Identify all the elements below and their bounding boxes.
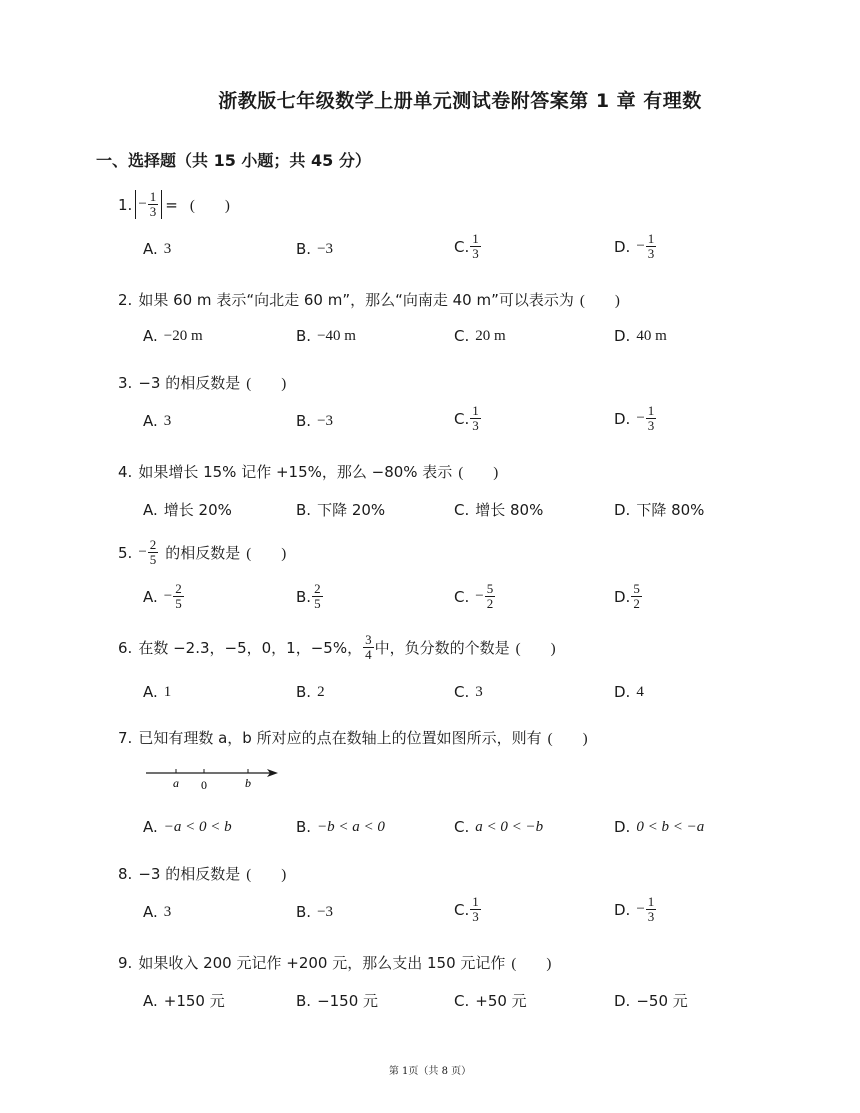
option-a[interactable]: A. − $\frac{2}{5}$	[143, 581, 182, 611]
option-d[interactable]: D. − $\frac{1}{3}$	[614, 403, 655, 433]
option-d[interactable]: D. −50 元	[614, 991, 688, 1010]
page-title: 浙教版七年级数学上册单元测试卷附答案第 1 章 有理数	[218, 90, 702, 112]
option-d[interactable]: D. − $\frac{1}{3}$	[614, 231, 655, 261]
page-footer: 第 1页（共 8 页）	[388, 1066, 472, 1077]
option-d[interactable]: D. 0 < b < −a	[614, 818, 705, 836]
question-5: 5. − $\frac{2}{5}$ 的相反数是 ( )	[118, 537, 287, 567]
option-b[interactable]: B. −3	[296, 412, 334, 430]
label-a: a	[173, 776, 179, 790]
question-9: 9. 如果收入 200 元记作 +200 元，那么支出 150 元记作 ( )	[118, 953, 552, 972]
option-c[interactable]: C. 增长 80%	[454, 500, 544, 519]
option-c[interactable]: C. − $\frac{5}{2}$	[454, 581, 494, 611]
question-3: 3. −3 的相反数是 ( )	[118, 373, 287, 392]
option-a[interactable]: A. 3	[143, 412, 172, 430]
option-b[interactable]: B. −3	[296, 240, 334, 258]
option-c[interactable]: C. +50 元	[454, 991, 527, 1010]
option-d[interactable]: D. 下降 80%	[614, 500, 705, 519]
question-8: 8. −3 的相反数是 ( )	[118, 864, 287, 883]
question-1: 1. − $\frac{1}{3}$ = ( )	[118, 189, 230, 219]
question-7: 7. 已知有理数 a，b 所对应的点在数轴上的位置如图所示，则有 ( )	[118, 728, 588, 747]
label-b: b	[245, 776, 251, 790]
option-a[interactable]: A. 3	[143, 240, 172, 258]
option-b[interactable]: B. 下降 20%	[296, 500, 386, 519]
option-d[interactable]: D. − $\frac{1}{3}$	[614, 894, 655, 924]
option-a[interactable]: A. −a < 0 < b	[143, 818, 232, 836]
option-b[interactable]: B. −40 m	[296, 327, 356, 345]
option-d[interactable]: D. 4	[614, 683, 644, 701]
option-d[interactable]: D. $\frac{5}{2}$	[614, 581, 640, 611]
option-c[interactable]: C. $\frac{1}{3}$	[454, 403, 479, 433]
option-b[interactable]: B. $\frac{2}{5}$	[296, 581, 321, 611]
number-line-figure	[140, 762, 285, 796]
question-2: 2. 如果 60 m 表示“向北走 60 m”，那么“向南走 40 m”可以表示为 ( )	[118, 290, 620, 309]
fraction: $\frac{1}{3}$	[149, 189, 157, 219]
option-b[interactable]: B. −b < a < 0	[296, 818, 385, 836]
option-c[interactable]: C. 20 m	[454, 327, 506, 345]
option-d[interactable]: D. 40 m	[614, 327, 667, 345]
option-c[interactable]: C. a < 0 < −b	[454, 818, 544, 836]
label-zero: 0	[201, 778, 207, 792]
option-c[interactable]: C. $\frac{1}{3}$	[454, 231, 479, 261]
option-b[interactable]: B. 2	[296, 683, 325, 701]
option-c[interactable]: C. 3	[454, 683, 483, 701]
option-b[interactable]: B. −150 元	[296, 991, 379, 1010]
question-4: 4. 如果增长 15% 记作 +15%，那么 −80% 表示 ( )	[118, 462, 499, 481]
option-a[interactable]: A. −20 m	[143, 327, 203, 345]
option-b[interactable]: B. −3	[296, 903, 334, 921]
absolute-value: − $\frac{1}{3}$	[135, 190, 162, 219]
option-a[interactable]: A. +150 元	[143, 991, 225, 1010]
option-a[interactable]: A. 1	[143, 683, 172, 701]
option-a[interactable]: A. 3	[143, 903, 172, 921]
option-a[interactable]: A. 增长 20%	[143, 500, 232, 519]
section-heading: 一、选择题（共 15 小题；共 45 分）	[96, 151, 371, 170]
option-c[interactable]: C. $\frac{1}{3}$	[454, 894, 479, 924]
question-6: 6. 在数 −2.3，−5，0，1，−5%， $\frac{3}{4}$ 中，负分数的个数是 ( )	[118, 632, 556, 662]
